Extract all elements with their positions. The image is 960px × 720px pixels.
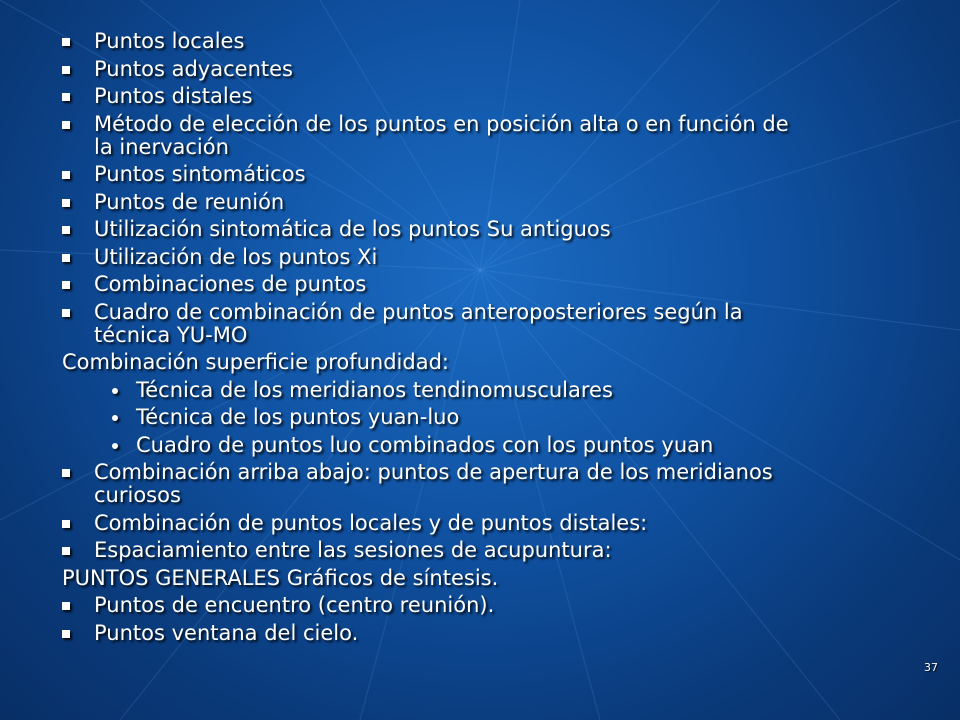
list-item-text: Utilización sintomática de los puntos Su antiguos — [94, 217, 611, 241]
list-item-text: Cuadro de puntos luo combinados con los puntos yuan — [136, 432, 714, 457]
dot-bullet-icon — [112, 388, 118, 394]
square-bullet-icon — [62, 254, 70, 262]
square-bullet-icon — [62, 520, 70, 528]
square-bullet-icon — [62, 281, 70, 289]
list-item-text: Combinaciones de puntos — [94, 272, 367, 296]
list-item-text: Puntos adyacentes — [94, 56, 293, 81]
square-bullet-icon — [62, 121, 70, 129]
list-item-text-continuation: técnica YU-MO — [94, 322, 248, 347]
list-item-text: PUNTOS GENERALES Gráficos de síntesis. — [62, 565, 499, 590]
list-item-text: Combinación arriba abajo: puntos de apertura de los meridianos — [94, 460, 773, 484]
list-item-text: Puntos locales — [94, 29, 245, 53]
list-item-text: Cuadro de combinación de puntos anteroposteriores según la — [94, 299, 743, 324]
list-item-text: Puntos de encuentro (centro reunión). — [94, 593, 495, 617]
page-number: 37 — [924, 661, 938, 674]
square-bullet-icon — [62, 38, 70, 46]
list-item-text: Combinación superficie profundidad: — [62, 350, 449, 374]
dot-bullet-icon — [112, 443, 118, 449]
list-item-text: Espaciamiento entre las sesiones de acupuntura: — [94, 538, 612, 562]
list-item-text: Puntos ventana del cielo. — [94, 620, 359, 645]
list-item-text: Técnica de los meridianos tendinomusculares — [136, 377, 613, 402]
square-bullet-icon — [62, 309, 70, 317]
dot-bullet-icon — [112, 415, 118, 421]
square-bullet-icon — [62, 547, 70, 555]
list-item-text: Técnica de los puntos yuan-luo — [136, 405, 460, 429]
list-item-text: Puntos de reunión — [94, 189, 285, 214]
square-bullet-icon — [62, 199, 70, 207]
list-item-text: Combinación de puntos locales y de puntos distales: — [94, 510, 648, 535]
list-item-text-continuation: curiosos — [94, 483, 181, 507]
list-item-text: Puntos sintomáticos — [94, 162, 306, 186]
list-item-text: Puntos distales — [94, 84, 253, 108]
list-item-text: Utilización de los puntos Xi — [94, 244, 378, 269]
square-bullet-icon — [62, 630, 70, 638]
list-item-text: Método de elección de los puntos en posición alta o en función de — [94, 111, 789, 136]
square-bullet-icon — [62, 469, 70, 477]
square-bullet-icon — [62, 226, 70, 234]
square-bullet-icon — [62, 602, 70, 610]
square-bullet-icon — [62, 93, 70, 101]
square-bullet-icon — [62, 171, 70, 179]
list-item-text-continuation: la inervación — [94, 134, 229, 159]
square-bullet-icon — [62, 66, 70, 74]
